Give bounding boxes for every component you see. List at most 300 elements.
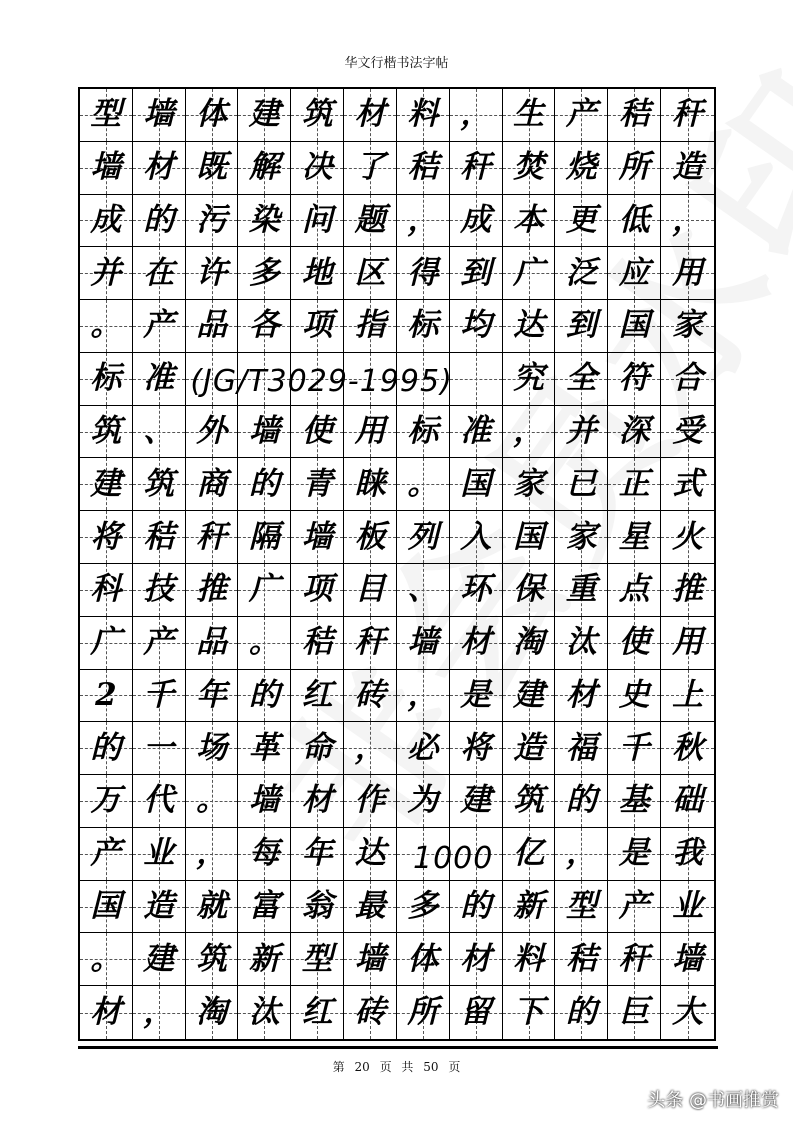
- grid-cell: [555, 617, 608, 670]
- grid-char: ，: [407, 676, 439, 713]
- grid-cell: [133, 564, 186, 617]
- grid-cell: [344, 933, 397, 986]
- grid-cell: [661, 142, 714, 195]
- grid-cell: [608, 142, 661, 195]
- grid-char: 新: [513, 888, 545, 925]
- grid-char: 污: [196, 201, 228, 238]
- grid-char: 在: [143, 254, 175, 291]
- grid-char: 汰: [248, 994, 280, 1031]
- grid-char: 推: [672, 571, 704, 608]
- grid-cell: [344, 511, 397, 564]
- grid-cell: [344, 828, 397, 881]
- calligraphy-grid: [78, 87, 716, 1041]
- grid-cell: [450, 564, 503, 617]
- grid-cell: [503, 722, 556, 775]
- grid-cell: [238, 406, 291, 459]
- grid-char: 业: [143, 835, 175, 872]
- grid-char: 的: [248, 465, 280, 502]
- grid-cell: [133, 828, 186, 881]
- grid-char: 各: [248, 307, 280, 344]
- grid-char: 科: [90, 571, 122, 608]
- grid-char: 到: [460, 254, 492, 291]
- grid-char: 板: [354, 518, 386, 555]
- grid-char: 染: [248, 201, 280, 238]
- grid-char: 的: [460, 888, 492, 925]
- grid-cell: [450, 195, 503, 248]
- grid-char: 必: [407, 729, 439, 766]
- grid-cell: [661, 89, 714, 142]
- grid-cell: [397, 933, 450, 986]
- grid-char: 准: [460, 413, 492, 450]
- grid-char: 点: [618, 571, 650, 608]
- grid-cell: [555, 881, 608, 934]
- grid-cell: [238, 986, 291, 1039]
- grid-char: 史: [618, 676, 650, 713]
- grid-cell: [608, 458, 661, 511]
- grid-char: 础: [672, 782, 704, 819]
- grid-char: 基: [618, 782, 650, 819]
- grid-cell: [133, 247, 186, 300]
- grid-char: 解: [248, 149, 280, 186]
- grid-cell: [291, 933, 344, 986]
- grid-char: 秆: [460, 149, 492, 186]
- grid-cell: [344, 986, 397, 1039]
- grid-cell: [80, 564, 133, 617]
- grid-cell: [661, 458, 714, 511]
- grid-char: 墙: [248, 782, 280, 819]
- grid-cell: [661, 775, 714, 828]
- grid-cell: [186, 828, 239, 881]
- grid-cell: [80, 353, 133, 406]
- grid-cell: [661, 670, 714, 723]
- grid-char: 秆: [196, 518, 228, 555]
- grid-char: 广: [248, 571, 280, 608]
- grid-cell: [555, 89, 608, 142]
- grid-char: ，: [354, 729, 386, 766]
- grid-char: 到: [565, 307, 597, 344]
- grid-cell: [238, 89, 291, 142]
- grid-cell: [503, 300, 556, 353]
- grid-cell: [238, 511, 291, 564]
- grid-char: 项: [301, 571, 333, 608]
- grid-char: 千: [143, 676, 175, 713]
- grid-char: 汰: [565, 624, 597, 661]
- grid-cell: [503, 89, 556, 142]
- grid-cell: [608, 247, 661, 300]
- grid-char: 应: [618, 254, 650, 291]
- grid-char: 了: [354, 149, 386, 186]
- grid-cell: [291, 247, 344, 300]
- grid-char: 墙: [672, 940, 704, 977]
- bottom-rule: [78, 1046, 718, 1049]
- grid-cell: [133, 406, 186, 459]
- grid-char: 火: [672, 518, 704, 555]
- grid-cell: [291, 881, 344, 934]
- grid-cell: [661, 986, 714, 1039]
- grid-cell: [503, 511, 556, 564]
- page-footer: [0, 1058, 793, 1075]
- grid-cell: [80, 828, 133, 881]
- grid-cell: [503, 195, 556, 248]
- grid-cell: [80, 775, 133, 828]
- grid-cell: [291, 828, 344, 881]
- grid-char: 场: [196, 729, 228, 766]
- grid-char: 材: [565, 676, 597, 713]
- footer-text: 共: [401, 1060, 414, 1074]
- grid-char: 造: [672, 149, 704, 186]
- grid-cell: [344, 142, 397, 195]
- grid-cell: [661, 247, 714, 300]
- grid-char: 技: [143, 571, 175, 608]
- grid-char: 青: [301, 465, 333, 502]
- number-text: 1000: [413, 841, 494, 876]
- grid-char: 秸: [301, 624, 333, 661]
- grid-cell: [80, 511, 133, 564]
- grid-cell: [291, 300, 344, 353]
- grid-char: 问: [301, 201, 333, 238]
- grid-char: 秸: [143, 518, 175, 555]
- grid-char: 标: [407, 413, 439, 450]
- grid-cell: [608, 670, 661, 723]
- grid-char: 式: [672, 465, 704, 502]
- grid-char: 建: [460, 782, 492, 819]
- grid-char: 并: [90, 254, 122, 291]
- grid-char: 墙: [90, 149, 122, 186]
- grid-char: 是: [460, 676, 492, 713]
- grid-char: 标: [407, 307, 439, 344]
- grid-char: 将: [460, 729, 492, 766]
- grid-char: 标: [90, 360, 122, 397]
- grid-cell: [238, 933, 291, 986]
- grid-char: 料: [407, 96, 439, 133]
- grid-char: 材: [460, 940, 492, 977]
- grid-char: 生: [513, 96, 545, 133]
- grid-cell: [344, 881, 397, 934]
- grid-cell: [133, 89, 186, 142]
- grid-cell: [80, 195, 133, 248]
- grid-cell: [397, 458, 450, 511]
- grid-char: 新: [248, 940, 280, 977]
- grid-char: 广: [513, 254, 545, 291]
- grid-cell: [661, 564, 714, 617]
- grid-char: 秋: [672, 729, 704, 766]
- grid-cell: [344, 247, 397, 300]
- grid-cell: [661, 617, 714, 670]
- grid-char: 正: [618, 465, 650, 502]
- grid-char: 就: [196, 888, 228, 925]
- grid-cell: [555, 933, 608, 986]
- current-page: 20: [354, 1060, 370, 1074]
- grid-char: 我: [672, 835, 704, 872]
- grid-char: 烧: [565, 149, 597, 186]
- grid-char: 墙: [143, 96, 175, 133]
- grid-char: 品: [196, 624, 228, 661]
- grid-char: 材: [460, 624, 492, 661]
- grid-cell: [397, 564, 450, 617]
- grid-cell: [450, 247, 503, 300]
- grid-char: 成: [460, 201, 492, 238]
- grid-cell: [80, 300, 133, 353]
- total-pages: 50: [423, 1060, 439, 1074]
- grid-cell: [186, 617, 239, 670]
- grid-cell: [450, 406, 503, 459]
- grid-cell: [397, 670, 450, 723]
- grid-char: 。: [407, 465, 439, 502]
- grid-char: 大: [672, 994, 704, 1031]
- grid-cell: [238, 195, 291, 248]
- grid-cell: [291, 564, 344, 617]
- grid-char: 国: [460, 465, 492, 502]
- grid-cell: [133, 775, 186, 828]
- grid-char: 受: [672, 413, 704, 450]
- grid-cell: [661, 722, 714, 775]
- grid-cell: [344, 458, 397, 511]
- grid-char: 留: [460, 994, 492, 1031]
- grid-char: 品: [196, 307, 228, 344]
- grid-char: 低: [618, 201, 650, 238]
- grid-char: 入: [460, 518, 492, 555]
- grid-char: 已: [565, 465, 597, 502]
- grid-cell: [555, 722, 608, 775]
- grid-char: 型: [565, 888, 597, 925]
- grid-cell: [80, 670, 133, 723]
- grid-cell: [608, 722, 661, 775]
- grid-cell: [133, 195, 186, 248]
- grid-char: 广: [90, 624, 122, 661]
- grid-char: 砖: [354, 994, 386, 1031]
- grid-cell: [555, 564, 608, 617]
- grid-char: 均: [460, 307, 492, 344]
- grid-char: 究: [513, 360, 545, 397]
- grid-cell: [397, 406, 450, 459]
- grid-cell: [186, 986, 239, 1039]
- grid-cell: [186, 247, 239, 300]
- grid-cell: [450, 353, 503, 406]
- grid-char: 筑: [513, 782, 545, 819]
- standard-code-text: (JG/T3029-1995): [190, 364, 453, 399]
- grid-cell: [555, 986, 608, 1039]
- grid-cell: [608, 511, 661, 564]
- grid-char: 产: [143, 307, 175, 344]
- grid-cell: [291, 775, 344, 828]
- grid-cell: [555, 247, 608, 300]
- grid-cell: [397, 775, 450, 828]
- grid-cell: [291, 670, 344, 723]
- grid-char: 产: [565, 96, 597, 133]
- grid-cell: [450, 511, 503, 564]
- grid-cell: [503, 775, 556, 828]
- grid-char: 千: [618, 729, 650, 766]
- grid-cell: [503, 617, 556, 670]
- grid-cell: [291, 617, 344, 670]
- grid-char: 墙: [407, 624, 439, 661]
- grid-char: 指: [354, 307, 386, 344]
- grid-cell: [608, 775, 661, 828]
- grid-cell: [555, 828, 608, 881]
- grid-char: 。: [248, 624, 280, 661]
- grid-cell: [186, 933, 239, 986]
- grid-cell: [186, 881, 239, 934]
- grid-cell: [661, 353, 714, 406]
- grid-char: 家: [513, 465, 545, 502]
- grid-char: 筑: [143, 465, 175, 502]
- grid-cell: [608, 300, 661, 353]
- grid-cell: [661, 195, 714, 248]
- grid-cell: [661, 511, 714, 564]
- grid-cell: [555, 458, 608, 511]
- grid-char: 全: [565, 360, 597, 397]
- grid-char: 一: [143, 729, 175, 766]
- grid-cell: [80, 881, 133, 934]
- grid-char: ，: [196, 835, 228, 872]
- grid-char: 符: [618, 360, 650, 397]
- grid-cell: [450, 670, 503, 723]
- grid-cell: [555, 353, 608, 406]
- grid-char: 最: [354, 888, 386, 925]
- grid-cell: [450, 722, 503, 775]
- grid-char: 建: [90, 465, 122, 502]
- grid-char: 重: [565, 571, 597, 608]
- grid-char: 每: [248, 835, 280, 872]
- grid-char: 成: [90, 201, 122, 238]
- grid-char: 富: [248, 888, 280, 925]
- grid-char: 。: [90, 307, 122, 344]
- grid-char: 筑: [196, 940, 228, 977]
- grid-char: 巨: [618, 994, 650, 1031]
- grid-cell: [133, 142, 186, 195]
- grid-cell: [238, 670, 291, 723]
- grid-char: 推: [196, 571, 228, 608]
- grid-cell: [344, 722, 397, 775]
- grid-cell: [291, 722, 344, 775]
- grid-cell: [291, 406, 344, 459]
- grid-char: 家: [565, 518, 597, 555]
- grid-cell: [344, 670, 397, 723]
- grid-char: 型: [301, 940, 333, 977]
- grid-cell: [344, 617, 397, 670]
- grid-char: 命: [301, 729, 333, 766]
- grid-char: 本: [513, 201, 545, 238]
- grid-cell: [503, 142, 556, 195]
- grid-cell: [608, 881, 661, 934]
- grid-char: 下: [513, 994, 545, 1031]
- grid-cell: [503, 564, 556, 617]
- grid-cell: [397, 511, 450, 564]
- grid-char: 材: [301, 782, 333, 819]
- grid-cell: [238, 142, 291, 195]
- grid-cell: [397, 142, 450, 195]
- grid-char: 所: [407, 994, 439, 1031]
- grid-char: 睐: [354, 465, 386, 502]
- grid-char: 地: [301, 254, 333, 291]
- grid-char: 产: [618, 888, 650, 925]
- grid-char: 秸: [407, 149, 439, 186]
- grid-cell: [80, 722, 133, 775]
- grid-char: 墙: [354, 940, 386, 977]
- grid-char: 红: [301, 676, 333, 713]
- grid-cell: [397, 247, 450, 300]
- grid-cell: [80, 142, 133, 195]
- grid-char: 的: [565, 782, 597, 819]
- grid-char: 深: [618, 413, 650, 450]
- grid-cell: [238, 828, 291, 881]
- grid-cell: [133, 353, 186, 406]
- grid-cell: [238, 881, 291, 934]
- grid-cell: [555, 300, 608, 353]
- grid-cell: [186, 142, 239, 195]
- grid-char: 2: [95, 676, 117, 713]
- grid-cell: [661, 881, 714, 934]
- grid-cell: [133, 722, 186, 775]
- grid-cell: [80, 617, 133, 670]
- grid-cell: [450, 617, 503, 670]
- grid-char: 秆: [354, 624, 386, 661]
- grid-cell: [503, 247, 556, 300]
- grid-char: 年: [196, 676, 228, 713]
- grid-char: 建: [513, 676, 545, 713]
- grid-cell: [450, 142, 503, 195]
- grid-cell: [450, 933, 503, 986]
- source-brand: 头条 @书画推赏: [647, 1090, 779, 1111]
- grid-cell: [450, 775, 503, 828]
- grid-cell: [291, 986, 344, 1039]
- grid-cell: [133, 986, 186, 1039]
- grid-cell: [503, 670, 556, 723]
- grid-char: 达: [354, 835, 386, 872]
- grid-cell: [238, 722, 291, 775]
- grid-char: 代: [143, 782, 175, 819]
- grid-char: 并: [565, 413, 597, 450]
- grid-cell: [344, 406, 397, 459]
- grid-char: 年: [301, 835, 333, 872]
- grid-cell: [291, 511, 344, 564]
- grid-char: 列: [407, 518, 439, 555]
- grid-cell: [186, 511, 239, 564]
- grid-cell: [238, 564, 291, 617]
- grid-char: 、: [143, 413, 175, 450]
- grid-char: 商: [196, 465, 228, 502]
- grid-cell: [344, 89, 397, 142]
- grid-cell: [80, 458, 133, 511]
- grid-char: 多: [407, 888, 439, 925]
- grid-char: 建: [143, 940, 175, 977]
- grid-cell: [80, 986, 133, 1039]
- grid-cell: [238, 247, 291, 300]
- grid-char: 产: [143, 624, 175, 661]
- grid-cell: [291, 195, 344, 248]
- grid-cell: [661, 300, 714, 353]
- grid-char: 保: [513, 571, 545, 608]
- grid-cell: [133, 881, 186, 934]
- grid-char: 型: [90, 96, 122, 133]
- grid-char: 福: [565, 729, 597, 766]
- grid-cell: [186, 722, 239, 775]
- grid-cell: [608, 353, 661, 406]
- grid-cell: [608, 406, 661, 459]
- grid-char: 国: [90, 888, 122, 925]
- grid-char: 料: [513, 940, 545, 977]
- grid-char: 的: [565, 994, 597, 1031]
- grid-char: 使: [618, 624, 650, 661]
- grid-char: 外: [196, 413, 228, 450]
- grid-cell: [186, 670, 239, 723]
- grid-char: 使: [301, 413, 333, 450]
- grid-char: 得: [407, 254, 439, 291]
- grid-char: 革: [248, 729, 280, 766]
- grid-cell: [608, 564, 661, 617]
- grid-cell: [80, 933, 133, 986]
- grid-char: 墙: [301, 518, 333, 555]
